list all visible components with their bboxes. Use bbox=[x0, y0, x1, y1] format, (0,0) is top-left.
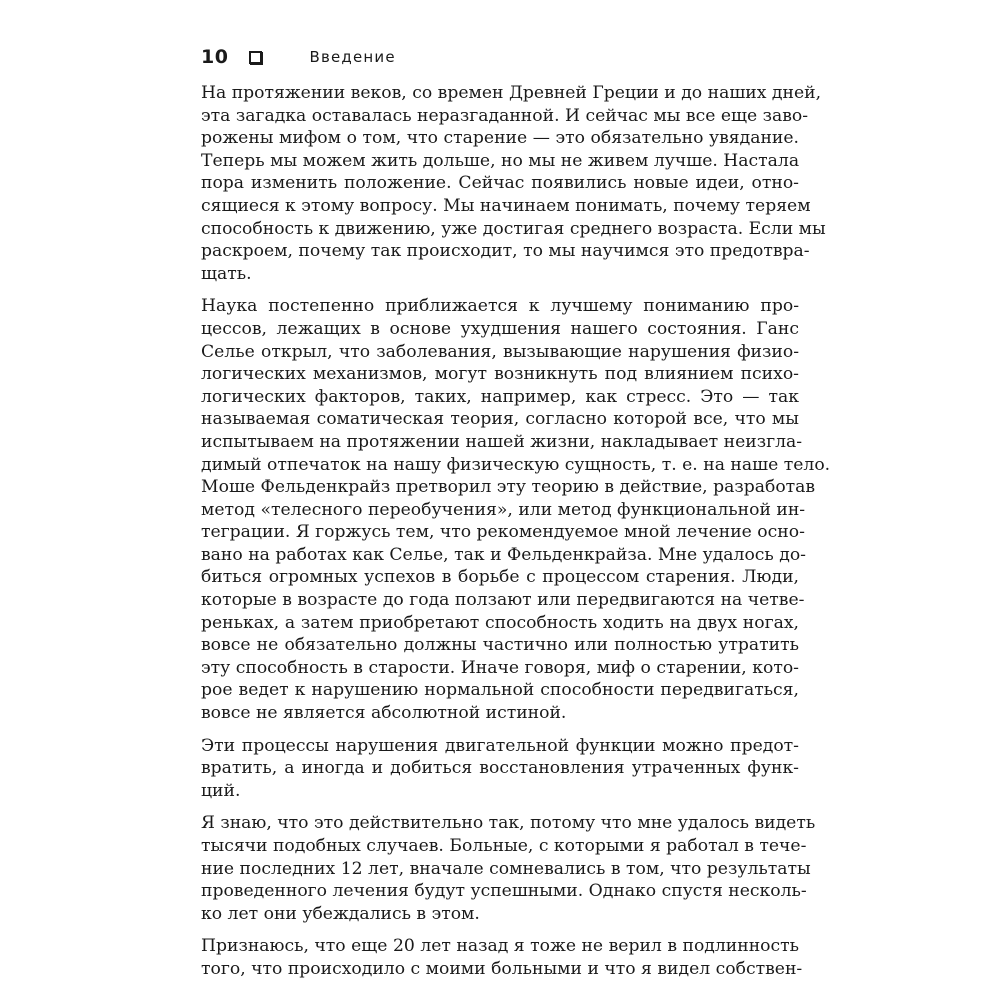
paragraph-1 bbox=[201, 82, 826, 285]
text-line: Эти процессы нарушения двигательной функции можно предот- bbox=[201, 735, 799, 756]
text-line: испытываем на протяжении нашей жизни, накладывает неизгла- bbox=[201, 431, 803, 452]
text-line: метод «телесного переобучения», или метод функциональной ин- bbox=[201, 499, 806, 520]
paragraph-4 bbox=[201, 812, 816, 925]
paragraph-3 bbox=[201, 735, 799, 803]
text-line: пора изменить положение. Сейчас появились новые идеи, отно- bbox=[201, 173, 799, 194]
text-line: ние последних 12 лет, вначале сомневались в том, что результаты bbox=[201, 858, 811, 879]
text-line: логических факторов, таких, например, как стресс. Это — так bbox=[201, 386, 799, 407]
text-line: вовсе не является абсолютной истиной. bbox=[201, 703, 567, 724]
text-line: реньках, а затем приобретают способность ходить на двух ногах, bbox=[201, 612, 799, 633]
text-line: Признаюсь, что еще 20 лет назад я тоже не верил в подлинность bbox=[201, 936, 799, 957]
body-text bbox=[201, 82, 831, 991]
text-line: биться огромных успехов в борьбе с процессом старения. Люди, bbox=[201, 567, 799, 588]
text-line: эта загадка оставалась неразгаданной. И сейчас мы все еще заво- bbox=[201, 105, 809, 126]
text-line: эту способность в старости. Иначе говоря, миф о старении, кото- bbox=[201, 657, 799, 678]
paragraph-5 bbox=[201, 935, 803, 980]
text-line: ко лет они убеждались в этом. bbox=[201, 903, 480, 924]
text-line: раскроем, почему так происходит, то мы научимся это предотвра- bbox=[201, 241, 810, 262]
text-line: рое ведет к нарушению нормальной способности передвигаться, bbox=[201, 680, 799, 701]
text-line: теграции. Я горжусь тем, что рекомендуемое мной лечение осно- bbox=[201, 522, 805, 543]
text-line: Селье открыл, что заболевания, вызывающие нарушения физио- bbox=[201, 341, 799, 362]
text-line: На протяжении веков, со времен Древней Греции и до наших дней, bbox=[201, 83, 822, 103]
text-line: которые в возрасте до года ползают или передвигаются на четве- bbox=[201, 590, 805, 611]
text-line: ций. bbox=[201, 780, 241, 801]
text-line: того, что происходило с моими больными и что я видел собствен- bbox=[201, 958, 803, 979]
text-line: цессов, лежащих в основе ухудшения нашего состояния. Ганс bbox=[201, 318, 799, 339]
text-line: тысячи подобных случаев. Больные, с которыми я работал в тече- bbox=[201, 836, 807, 856]
text-line: Моше Фельденкрайз претворил эту теорию в действие, разработав bbox=[201, 477, 816, 498]
text-line: димый отпечаток на нашу физическую сущность, т. е. на наше тело. bbox=[201, 454, 831, 475]
text-line: проведенного лечения будут успешными. Однако спустя несколь- bbox=[201, 881, 807, 902]
text-line: вовсе не обязательно должны частично или полностью утратить bbox=[201, 635, 799, 656]
text-line: логических механизмов, могут возникнуть под влиянием психо- bbox=[201, 364, 799, 385]
square-bullet-icon bbox=[249, 51, 262, 64]
text-line: сящиеся к этому вопросу. Мы начинаем понимать, почему теряем bbox=[201, 195, 811, 216]
text-line: Наука постепенно приближается к лучшему пониманию про- bbox=[201, 296, 799, 317]
section-title: Введение bbox=[309, 48, 396, 66]
text-line: называемая соматическая теория, согласно которой все, что мы bbox=[201, 409, 799, 430]
text-line: вано на работах как Селье, так и Фельденкрайза. Мне удалось до- bbox=[201, 544, 806, 565]
text-line: Я знаю, что это действительно так, потому что мне удалось видеть bbox=[201, 813, 816, 834]
text-line: способность к движению, уже достигая среднего возраста. Если мы bbox=[201, 218, 826, 239]
text-line: щать. bbox=[201, 263, 252, 284]
text-line: рожены мифом о том, что старение — это обязательно увядание. bbox=[201, 128, 799, 149]
page-number: 10 bbox=[201, 46, 229, 68]
text-line: Теперь мы можем жить дольше, но мы не живем лучше. Настала bbox=[201, 150, 800, 171]
running-head bbox=[201, 44, 396, 70]
text-line: вратить, а иногда и добиться восстановления утраченных функ- bbox=[201, 758, 799, 779]
paragraph-2 bbox=[201, 295, 831, 724]
